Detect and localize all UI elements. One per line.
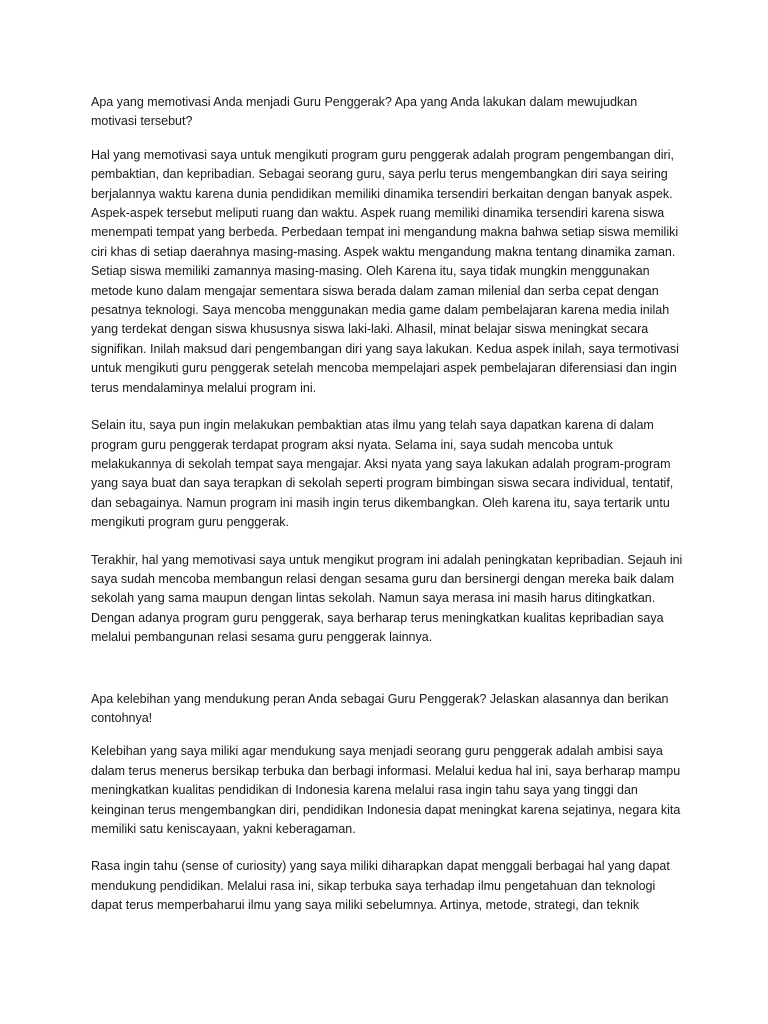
- section-divider: [91, 666, 683, 690]
- question-2: Apa kelebihan yang mendukung peran Anda sebagai Guru Penggerak? Jelaskan alasannya dan berikan contohnya!: [91, 691, 669, 725]
- document-page: [91, 93, 683, 934]
- answer-1-paragraph-2: Selain itu, saya pun ingin melakukan pembaktian atas ilmu yang telah saya dapatkan karena di dalam program guru penggerak terdapat program aksi nyata. Selama ini, saya sudah mencoba untuk melakukannya di sekolah tempat saya mengajar. Aksi nyata yang saya lakukan adalah program-program yang saya buat dan saya terapkan di sekolah seperti program bimbingan siswa secara individual, tentatif, dan sebagainya. Namun program ini masih ingin terus dikembangkan. Oleh karena itu, saya tertarik untu mengikuti program guru penggerak.: [91, 418, 674, 530]
- answer-1-paragraph-1: Hal yang memotivasi saya untuk mengikuti program guru penggerak adalah program pengembangan diri, pembaktian, dan kepribadian. Sebagai seorang guru, saya perlu terus mengembangkan diri saya seiring berjalannya waktu karena dunia pendidikan memiliki dinamika tersendiri berkaitan dengan banyak aspek. Aspek-aspek tersebut meliputi ruang dan waktu. Aspek ruang memiliki dinamika tersendiri karena siswa menempati tempat yang berbeda. Perbedaan tempat ini mengandung makna bahwa setiap siswa memiliki ciri khas di setiap daerahnya masing-masing. Aspek waktu mengandung makna tentang dinamika zaman. Setiap siswa memiliki zamannya masing-masing. Oleh Karena itu, saya tidak mungkin menggunakan metode kuno dalam mengajar sementara siswa berada dalam zaman milenial dan serba cepat dengan pesatnya teknologi. Saya mencoba menggunakan media game dalam pembelajaran karena media inilah yang terdekat dengan siswa khususnya siswa laki-laki. Alhasil, minat belajar siswa meningkat secara signifikan. Inilah maksud dari pengembangan diri yang saya lakukan. Kedua aspek inilah, saya termotivasi untuk mengikuti guru penggerak setelah mencoba mempelajari aspek pembelajaran diferensiasi dan ingin terus mendalaminya melalui program ini.: [91, 147, 679, 395]
- answer-1-paragraph-3: Terakhir, hal yang memotivasi saya untuk mengikut program ini adalah peningkatan kepribadian. Sejauh ini saya sudah mencoba membangun relasi dengan sesama guru dan bersinergi dengan mereka baik dalam sekolah yang sama maupun dengan lintas sekolah. Namun saya merasa ini masih harus ditingkatkan. Dengan adanya program guru penggerak, saya berharap terus meningkatkan kualitas kepribadian saya melalui pembangunan relasi sesama guru penggerak lainnya.: [91, 552, 683, 645]
- answer-2-paragraph-1: Kelebihan yang saya miliki agar mendukung saya menjadi seorang guru penggerak adalah ambisi saya dalam terus menerus bersikap terbuka dan berbagi informasi. Melalui kedua hal ini, saya berharap mampu meningkatkan kualitas pendidikan di Indonesia karena melalui rasa ingin tahu saya yang tinggi dan keinginan terus mengembangkan diri, pendidikan Indonesia dapat meningkat karena sejatinya, negara kita memiliki satu keniscayaan, yakni keberagaman.: [91, 744, 681, 836]
- answer-2-paragraph-2: Rasa ingin tahu (sense of curiosity) yang saya miliki diharapkan dapat menggali berbagai hal yang dapat mendukung pendidikan. Melalui rasa ini, sikap terbuka saya terhadap ilmu pengetahuan dan teknologi dapat terus memperbaharui ilmu yang saya miliki sebelumnya. Artinya, metode, strategi, dan teknik: [91, 859, 670, 913]
- question-1: Apa yang memotivasi Anda menjadi Guru Penggerak? Apa yang Anda lakukan dalam mewujudkan motivasi tersebut?: [91, 95, 638, 129]
